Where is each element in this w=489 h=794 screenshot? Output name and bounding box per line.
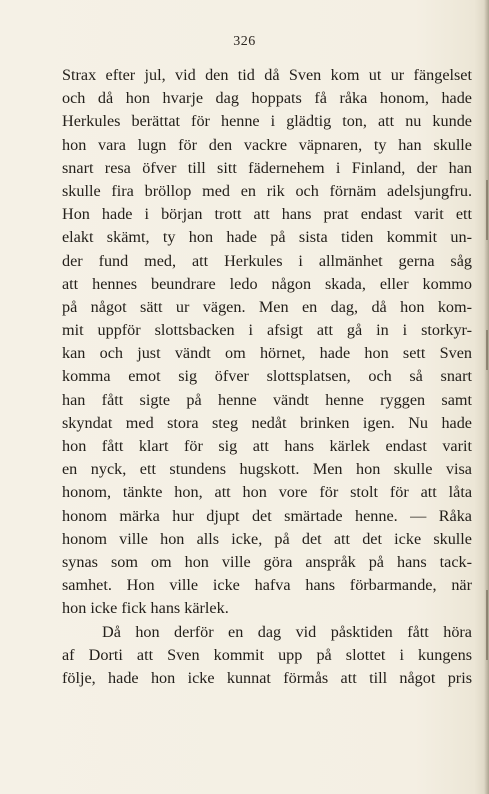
- text-line: följe, hade hon icke kunnat förmås att till något pris: [62, 668, 472, 687]
- text-line: att hennes beundrare ledo någon skada, eller kommo: [62, 274, 472, 293]
- text-line: mit uppför slottsbacken i afsigt att gå in i storkyr-: [62, 321, 472, 340]
- text-line: Hon hade i början trott att hans prat endast varit ett: [62, 205, 472, 224]
- text-line: skyndat med stora steg nedåt brinken igen. Nu hade: [62, 413, 472, 432]
- text-line: snart resa öfver till sitt fädernehem i Finland, der han: [62, 158, 472, 177]
- text-line: skulle fira bröllop med en rik och förnäm adelsjungfru.: [62, 181, 472, 200]
- text-line: der fund med, att Herkules i allmänhet gerna såg: [62, 251, 472, 270]
- text-line: elakt skämt, ty hon hade på sista tiden kommit un-: [62, 228, 472, 247]
- page-edge-shadow: [484, 0, 489, 794]
- text-line: hon vara lugn för den vackre väpnaren, ty han skulle: [62, 135, 472, 154]
- text-line: honom märka hur djupt det smärtade henne. — Råka: [62, 506, 472, 525]
- text-line: och då hon hvarje dag hoppats få råka honom, hade: [62, 89, 472, 108]
- text-line: af Dorti att Sven kommit upp på slottet i kungens: [62, 645, 472, 664]
- text-line: hon fått klart för sig att hans kärlek endast varit: [62, 437, 472, 455]
- text-line: synas som om hon ville göra anspråk på hans tack-: [62, 552, 472, 571]
- text-line: honom ville hon alls icke, på det att det icke skulle: [62, 529, 472, 548]
- text-line: Herkules berättat för henne i glädtig ton, att nu kunde: [62, 112, 472, 131]
- text-line: honom, tänkte hon, att hon vore för stolt för att låta: [62, 483, 472, 502]
- page-edge-mark: [486, 590, 488, 660]
- text-line: Då hon derför en dag vid påsktiden fått höra: [102, 622, 472, 641]
- text-line: Strax efter jul, vid den tid då Sven kom ut ur fängelset: [62, 66, 472, 84]
- text-line: på något sätt ur vägen. Men en dag, då hon kom-: [62, 297, 472, 316]
- page-edge-mark: [486, 180, 488, 240]
- text-line: hon icke fick hans kärlek.: [62, 599, 229, 618]
- page-number: 326: [233, 34, 256, 49]
- page-edge-mark: [486, 330, 488, 370]
- body-text: [62, 64, 472, 690]
- text-line: komma emot sig öfver slottsplatsen, och så snart: [62, 367, 472, 386]
- text-line: en nyck, ett stundens hugskott. Men hon skulle visa: [62, 460, 472, 479]
- text-line: han fått sigte på henne vändt henne ryggen samt: [62, 390, 472, 409]
- text-line: kan och just vändt om hörnet, hade hon sett Sven: [62, 344, 472, 363]
- text-line: samhet. Hon ville icke hafva hans förbarmande, när: [62, 576, 472, 595]
